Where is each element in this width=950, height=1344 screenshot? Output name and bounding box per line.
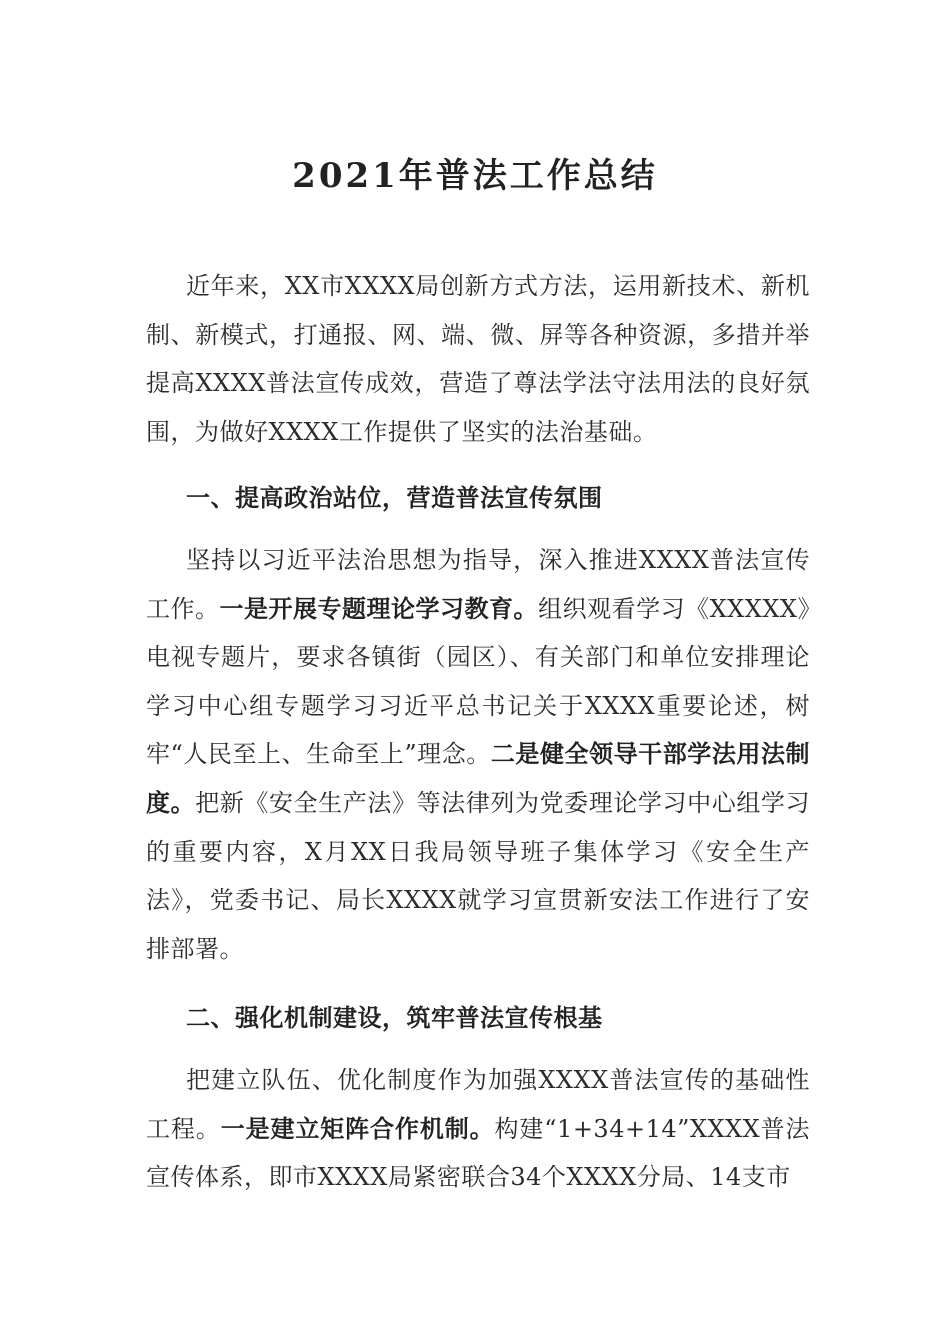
section-1-paragraph [146, 536, 810, 973]
intro-text: 近年来，XX市XXXX局创新方式方法，运用新技术、新机制、新模式，打通报、网、端、微、屏等各种资源，多措并举提高XXXX普法宣传成效，营造了尊法学法守法用法的良好氛围，为做好XXXX工作提供了坚实的法治基础。 [146, 272, 810, 446]
section-1-point-2-text: 把新《安全生产法》等法律列为党委理论学习中心组学习的重要内容，X月XX日我局领导班子集体学习《安全生产法》，党委书记、局长XXXX就学习宣贯新安法工作进行了安排部署。 [146, 788, 811, 963]
section-2-body [146, 1056, 810, 1202]
section-2-paragraph [146, 1056, 810, 1202]
section-1-body [146, 536, 810, 973]
section-1-point-1-text: 组织观看学习《XXXXX》电视专题片，要求各镇街（园区）、有关部门和单位安排理论学习中心组专题学习习近平总书记关于XXXX重要论述，树牢“人民至上、生命至上”理念。 [146, 594, 811, 769]
section-2-point-1-title: 一是建立矩阵合作机制。 [220, 1113, 495, 1143]
section-1-lead: 坚持以习近平法治思想为指导，深入推进XXXX普法宣传工作。 [146, 546, 810, 623]
section-2-heading: 二、强化机制建设，筑牢普法宣传根基 [186, 1003, 603, 1032]
section-1-point-1-title: 一是开展专题理论学习教育。 [219, 593, 539, 623]
section-1-point-2-title: 二是健全领导干部学法用法制度。 [146, 739, 811, 817]
document-title: 2021年普法工作总结 [292, 156, 658, 196]
section-2-lead: 把建立队伍、优化制度作为加强XXXX普法宣传的基础性工程。 [146, 1066, 810, 1143]
section-2-point-1-text: 构建“1+34+14”XXXX普法宣传体系，即市XXXX局紧密联合34个XXXX分局、14支市 [146, 1114, 811, 1192]
intro-paragraph [146, 262, 810, 456]
section-1-heading: 一、提高政治站位，营造普法宣传氛围 [186, 483, 603, 512]
